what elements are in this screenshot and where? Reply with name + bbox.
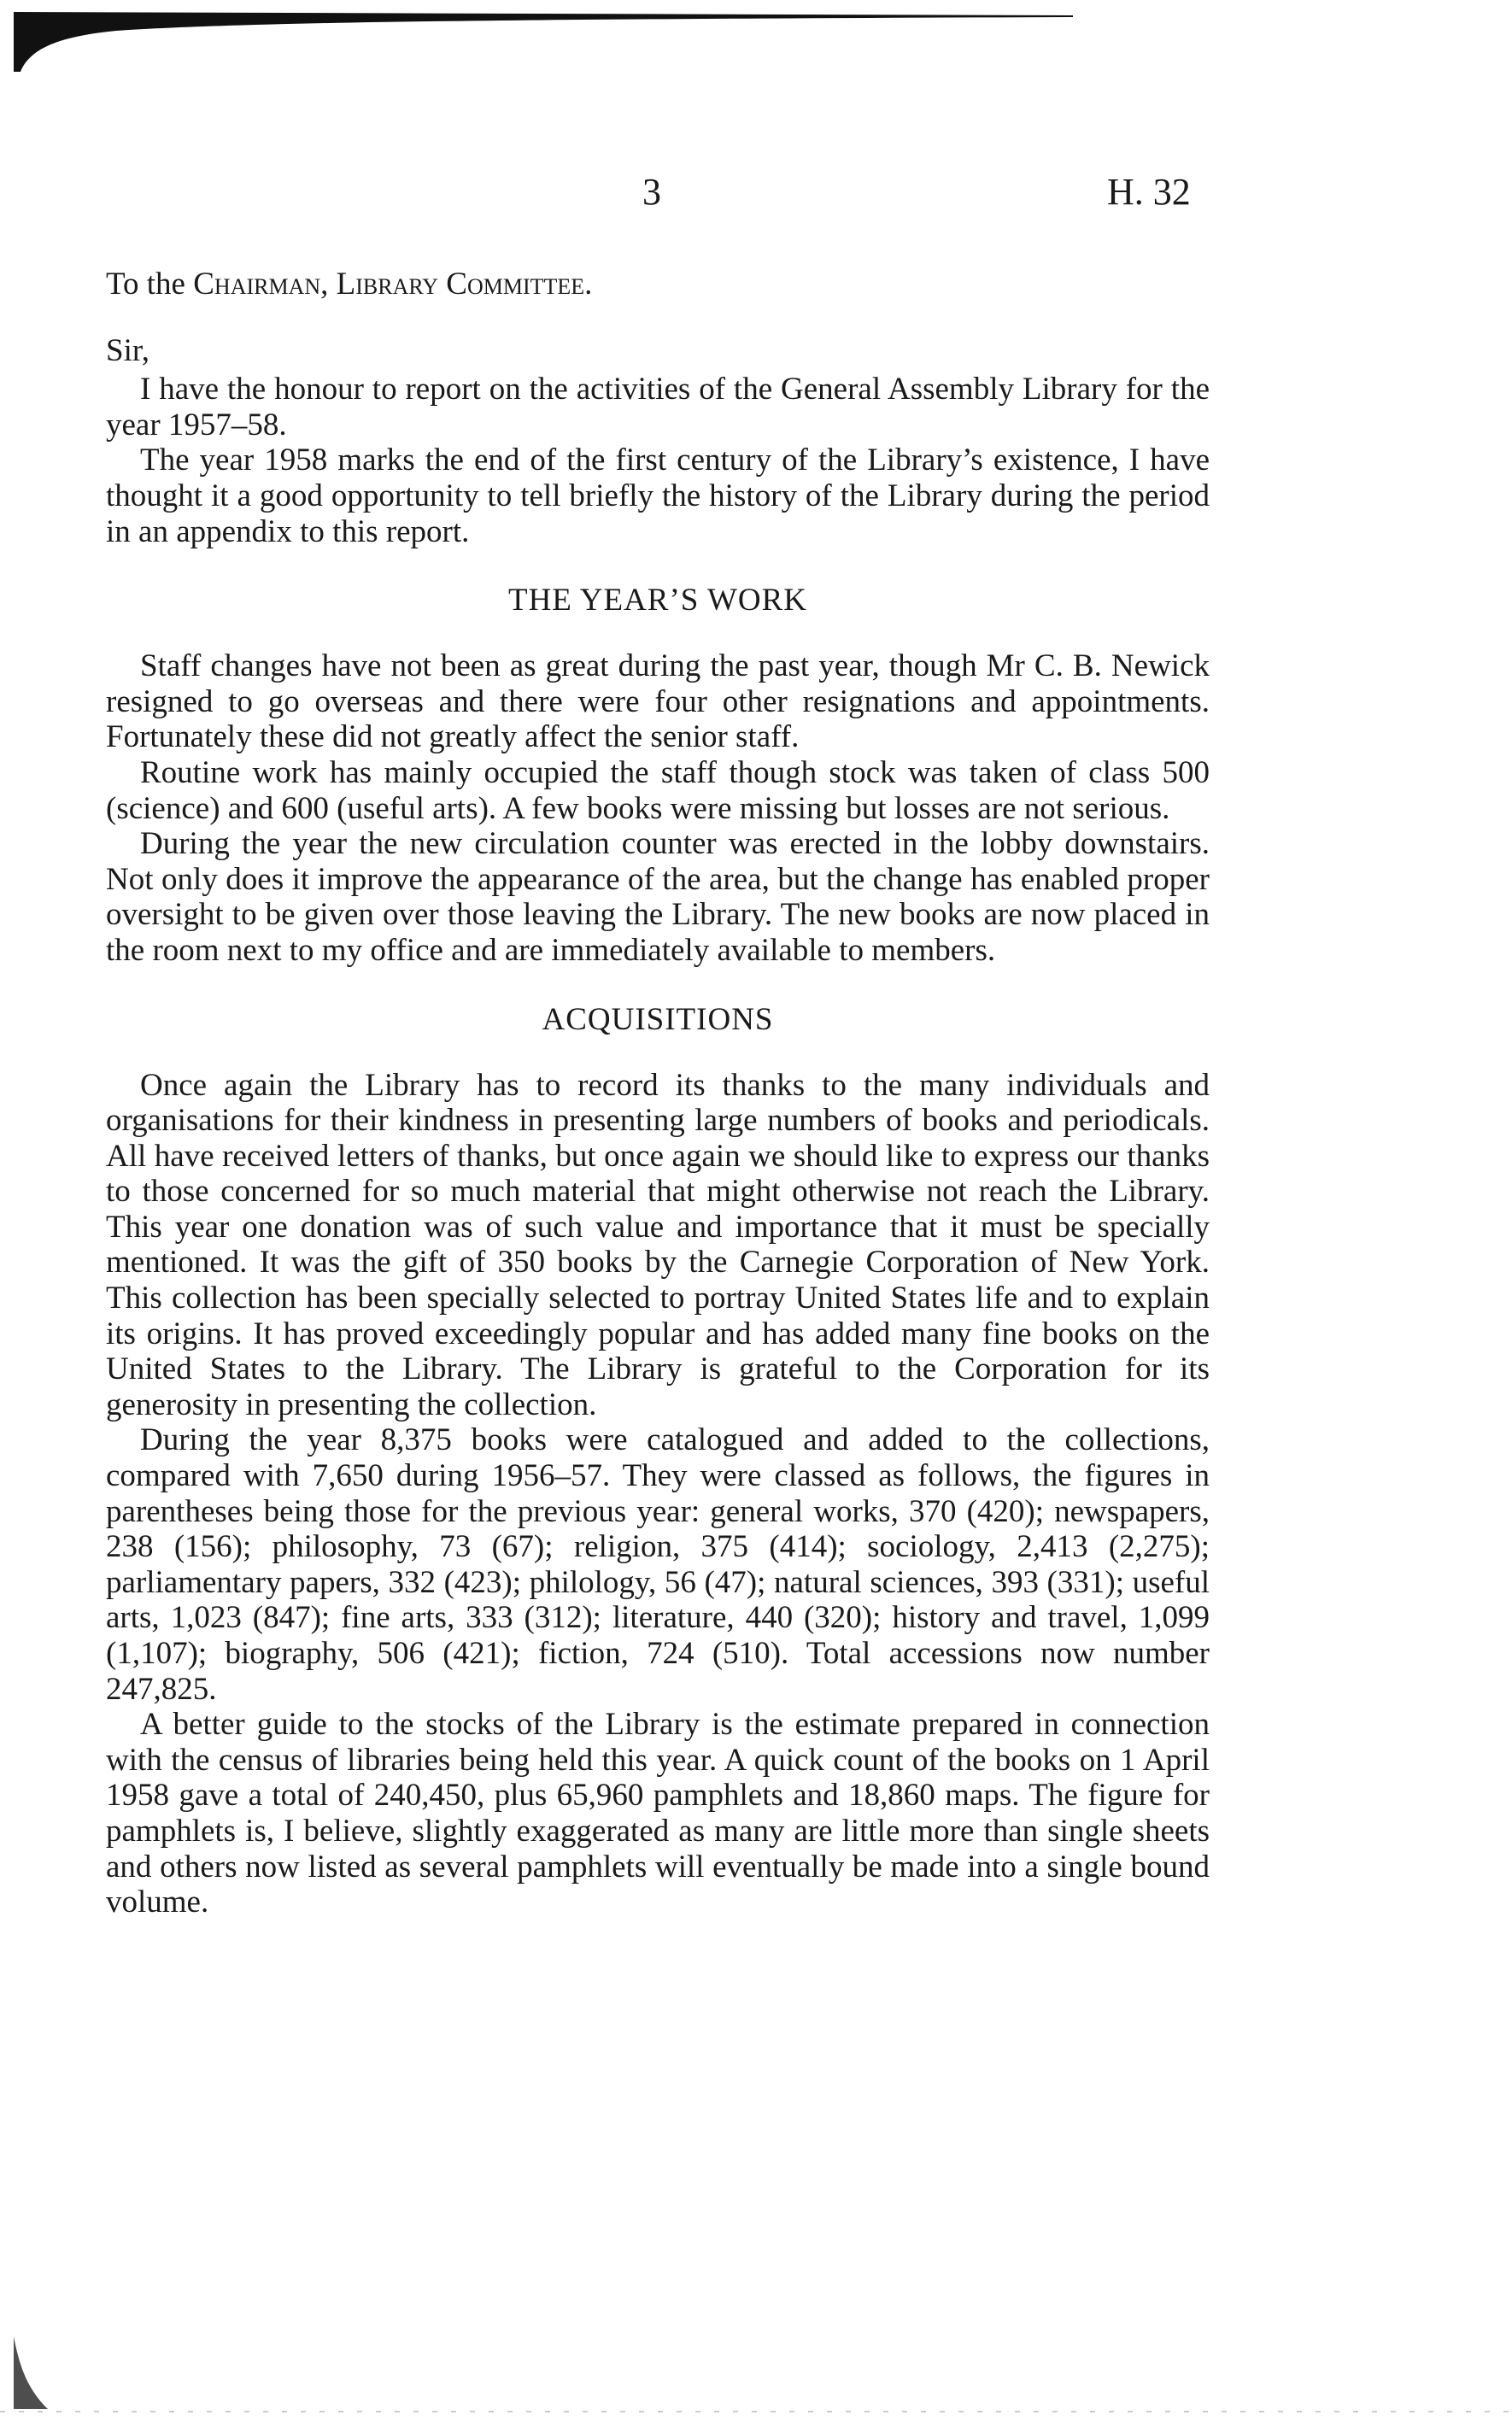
document-body <box>106 267 1210 1920</box>
intro-paragraph: I have the honour to report on the activities of the General Assembly Library for the year 1957–58. <box>106 372 1210 443</box>
scan-shadow-bottom-left <box>14 2336 48 2409</box>
addressee-suffix: . <box>584 267 593 302</box>
document-reference: H. 32 <box>1107 171 1191 213</box>
addressee-line <box>106 267 1210 302</box>
addressee-separator: , <box>320 267 337 302</box>
body-paragraph: During the year the new circulation counter was erected in the lobby downstairs. Not only does it improve the appearance of the area, but the change has enabled proper oversight to be given over those leaving the Library. The new books are now placed in the room next to my office and are immediately available to members. <box>106 826 1210 968</box>
body-paragraph: Once again the Library has to record its thanks to the many individuals and organisations for their kindness in presenting large numbers of books and periodicals. All have received letters of thanks, but once again we should like to express our thanks to those concerned for so much material that might otherwise not reach the Library. This year one donation was of such value and importance that it must be specially mentioned. It was the gift of 350 books by the Carnegie Corporation of New York. This collection has been specially selected to portray United States life and to explain its origins. It has proved exceedingly popular and has added many fine books on the United States to the Library. The Library is grateful to the Corporation for its generosity in presenting the collection. <box>106 1067 1210 1422</box>
addressee-prefix: To the <box>106 267 194 302</box>
section-heading-acquisitions: ACQUISITIONS <box>542 1001 774 1037</box>
scan-edge-artifact <box>0 2411 1512 2412</box>
body-paragraph: During the year 8,375 books were catalogued and added to the collections, compared with 7,650 during 1956–57. They were classed as follows, the figures in parentheses being those for the previous year: general works, 370 (420); newspapers, 238 (156); philosophy, 73 (67); religion, 375 (414); sociology, 2,413 (2,275); parliamentary papers, 332 (423); philology, 56 (47); natural sciences, 393 (331); useful arts, 1,023 (847); fine arts, 333 (312); literature, 440 (320); history and travel, 1,099 (1,107); biography, 506 (421); fiction, 724 (510). Total accessions now number 247,825. <box>106 1422 1210 1707</box>
page-number: 3 <box>642 171 661 213</box>
greeting: Sir, <box>106 332 149 368</box>
body-paragraph: Routine work has mainly occupied the staff though stock was taken of class 500 (science) and 600 (useful arts). A few books were missing but losses are not serious. <box>106 754 1210 826</box>
section-heading-years-work: THE YEAR’S WORK <box>507 583 808 618</box>
scan-shadow-top-left <box>14 12 1073 72</box>
intro-paragraph: The year 1958 marks the end of the first century of the Library’s existence, I have thought it a good opportunity to tell briefly the history of the Library during the period in an appendix to this report. <box>106 443 1210 549</box>
addressee-committee: Library Committee <box>336 267 585 302</box>
body-paragraph: A better guide to the stocks of the Library is the estimate prepared in connection with the census of libraries being held this year. A quick count of the books on 1 April 1958 gave a total of 240,450, plus 65,960 pamphlets and 18,860 maps. The figure for pamphlets is, I believe, slightly exaggerated as many are little more than single sheets and others now listed as several pamphlets will eventually be made into a single bound volume. <box>106 1707 1210 1920</box>
body-paragraph: Staff changes have not been as great during the past year, though Mr C. B. Newick resigned to go overseas and there were four other resignations and appointments. Fortunately these did not greatly affect the senior staff. <box>106 648 1210 755</box>
addressee-title: Chairman <box>193 267 321 302</box>
